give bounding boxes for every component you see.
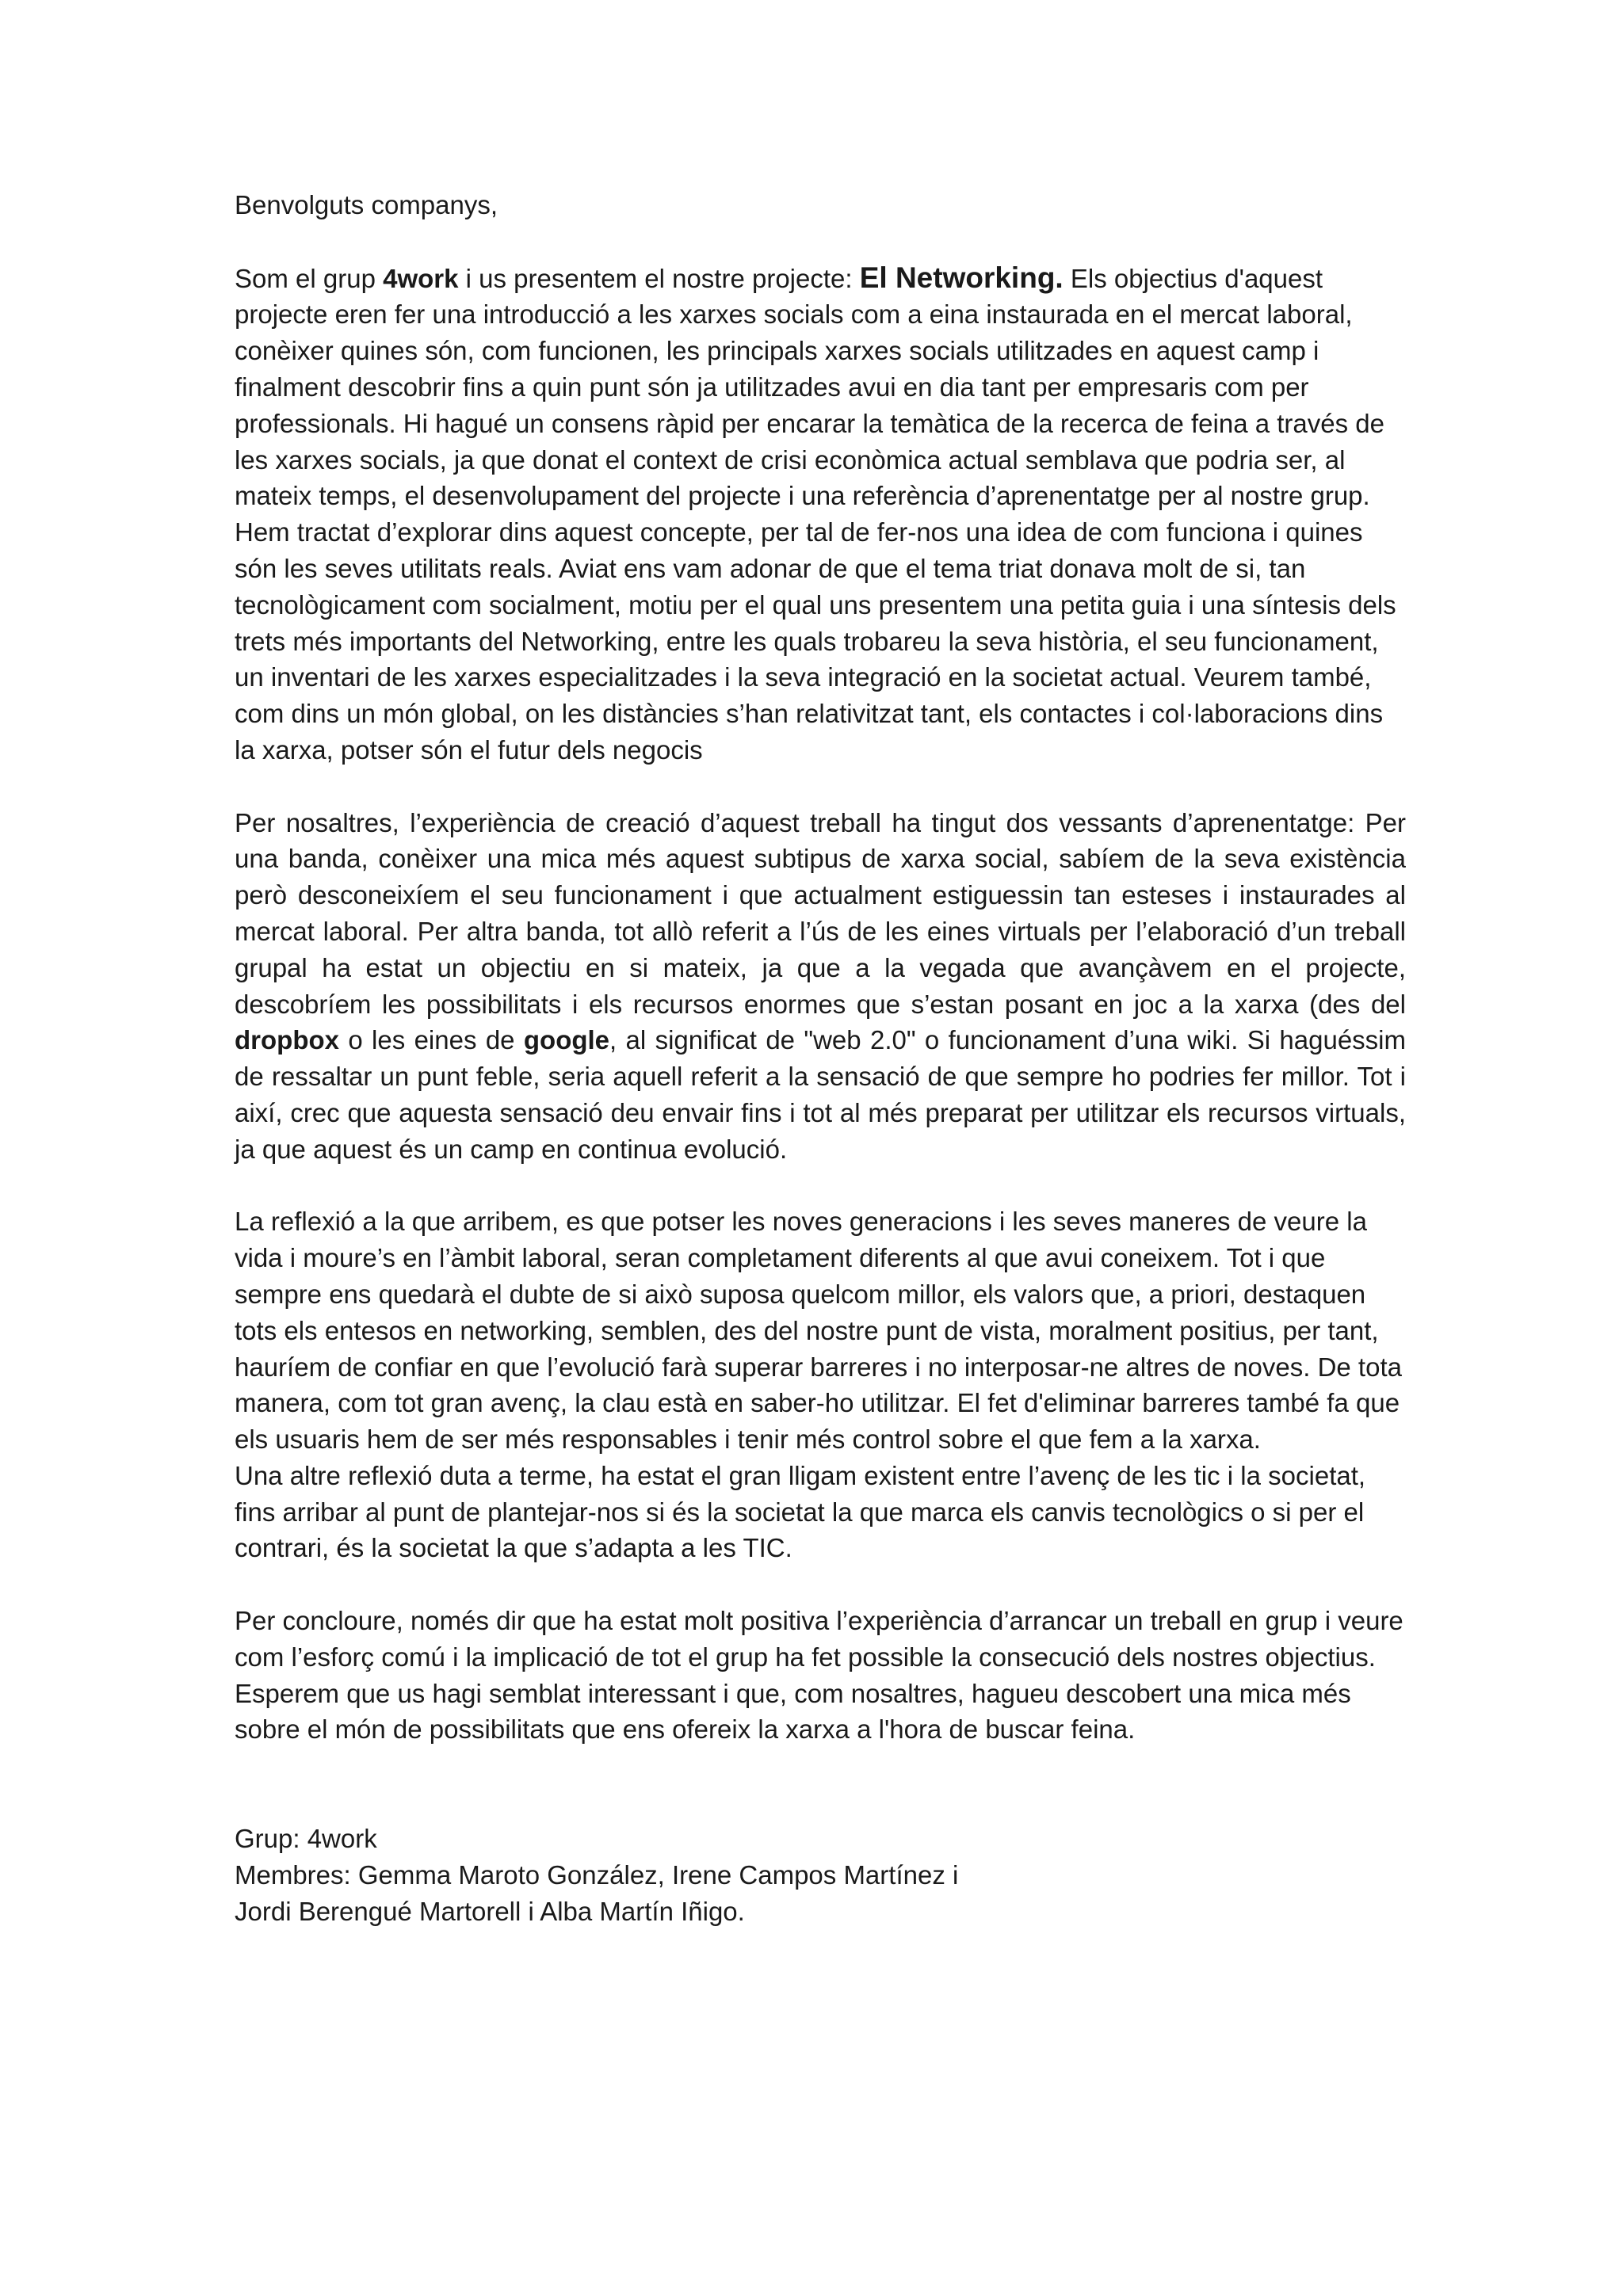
signoff	[235, 1821, 1406, 1929]
dropbox-term: dropbox	[235, 1025, 339, 1055]
letter-body	[235, 187, 1406, 1930]
intro-text-mid: i us presentem el nostre projecte:	[458, 263, 860, 293]
reflection-paragraph-2: Una altre reflexió duta a terme, ha estat el gran lligam existent entre l’avenç de les tic i la societat, fins arribar al punt de plantejar-nos si és la societat la que marca els canvis tecnològics o si per el contrari, és la societat la que s’adapta a les TIC.	[235, 1460, 1366, 1563]
reflection-paragraph: La reflexió a la que arribem, es que potser les noves generacions i les seves maneres de veure la vida i moure’s en l’àmbit laboral, seran completament diferents al que avui coneixem. Tot i que sempre ens quedarà el dubte de si això suposa quelcom millor, els valors que, a priori, destaquen tots els entesos en networking, semblen, des del nostre punt de vista, moralment positius, per tant, hauríem de confiar en que l’evolució farà superar barreres i no interposar-ne altres de noves. De tota manera, com tot gran avenç, la clau està en saber-ho utilitzar. El fet d'eliminar barreres també fa que els usuaris hem de ser més responsables i tenir més control sobre el que fem a la xarxa.	[235, 1207, 1402, 1455]
conclusion-paragraph: Per concloure, només dir que ha estat molt positiva l’experiència d’arrancar un treball en grup i veure com l’esforç comú i la implicació de tot el grup ha fet possible la consecució dels nostres objectius. Esperem que us hagi semblat interessant i que, com nosaltres, hagueu descobert una mica més sobre el món de possibilitats que ens ofereix la xarxa a l'hora de buscar feina.	[235, 1606, 1403, 1745]
group-line: Grup: 4work	[235, 1824, 377, 1854]
intro-text-rest: Els objectius d'aquest projecte eren fer una introducció a les xarxes socials com a eina instaurada en el mercat laboral, conèixer quines són, com funcionen, les principals xarxes socials utilitzades en aquest camp i finalment descobrir fins a quin punt són ja utilitzades avui en dia tant per empresaris com per professionals. Hi hagué un consens ràpid per encarar la temàtica de la recerca de feina a través de les xarxes socials, ja que donat el context de crisi econòmica actual semblava que podria ser, al mateix temps, el desenvolupament del projecte i una referència d’aprenentatge per al nostre grup. Hem tractat d’explorar dins aquest concepte, per tal de fer-nos una idea de com funciona i quines són les seves utilitats reals. Aviat ens vam adonar de que el tema triat donava molt de si, tan tecnològicament com socialment, motiu per el qual uns presentem una petita guia i una síntesis dels trets més importants del Networking, entre les quals trobareu la seva història, el seu funcionament, un inventari de les xarxes especialitzades i la seva integració en la societat actual. Veurem també, com dins un món global, on les distàncies s’han relativitzat tant, els contactes i col·laboracions dins la xarxa, potser són el futur dels negocis	[235, 263, 1396, 765]
salutation: Benvolguts companys,	[235, 190, 498, 219]
members-line-1: Membres: Gemma Maroto González, Irene Campos Martínez i	[235, 1860, 959, 1890]
project-title: El Networking.	[859, 261, 1064, 294]
experience-paragraph	[235, 805, 1406, 1168]
google-term: google	[523, 1025, 610, 1055]
experience-text-mid: o les eines de	[338, 1025, 524, 1055]
intro-paragraph	[235, 260, 1406, 769]
group-name: 4work	[383, 263, 459, 293]
intro-text-start: Som el grup	[235, 263, 384, 293]
experience-text-end: , al significat de "web 2.0" o funcionament d’una wiki. Si haguéssim de ressaltar un punt feble, seria aquell referit a la sensació de que sempre ho podries fer millor. Tot i així, crec que aquesta sensació deu envair fins i tot al més preparat per utilitzar els recursos virtuals, ja que aquest és un camp en continua evolució.	[235, 1025, 1406, 1164]
experience-text-start: Per nosaltres, l’experiència de creació d’aquest treball ha tingut dos vessants d’aprenentatge: Per una banda, conèixer una mica més aquest subtipus de xarxa social, sabíem de la seva existència però desconeixíem el seu funcionament i que actualment estiguessin tan esteses i instaurades al mercat laboral. Per altra banda, tot allò referit a l’ús de les eines virtuals per l’elaboració d’un treball grupal ha estat un objectiu en si mateix, ja que a la vegada que avançàvem en el projecte, descobríem les possibilitats i els recursos enormes que s’estan posant en joc a la xarxa (des del	[235, 807, 1406, 1019]
members-line-2: Jordi Berengué Martorell i Alba Martín Iñigo.	[235, 1896, 745, 1926]
